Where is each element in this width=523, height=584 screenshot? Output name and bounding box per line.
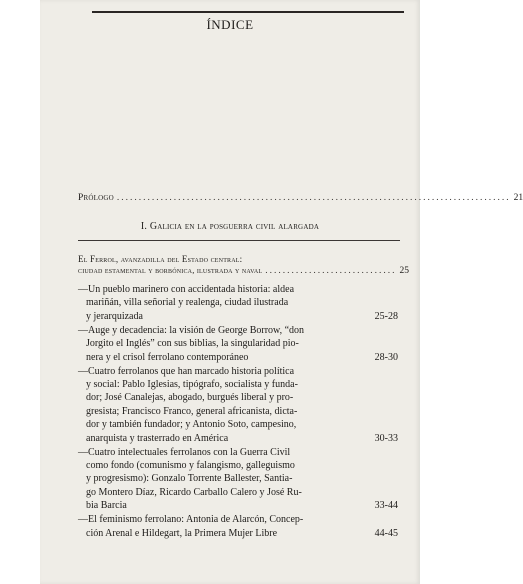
ferrol-entry-line-1: El Ferrol, avanzadilla del Estado central: xyxy=(78,254,243,264)
toc-entry-line: Jorgito el Inglés” con sus biblias, la singularidad pio- xyxy=(86,338,299,350)
toc-entry-line: y jerarquizada xyxy=(86,310,143,322)
prologo-page: 21 xyxy=(513,193,523,203)
ferrol-entry-line-2: ciudad estamental y borbónica, ilustrada y naval xyxy=(78,265,263,275)
toc-entry-page: 44-45 xyxy=(374,527,398,539)
toc-entry-line: —Un pueblo marinero con accidentada historia: aldea xyxy=(78,284,295,295)
toc-entry-prologo xyxy=(78,193,523,203)
toc-entry-line: dor; José Canalejas, abogado, burgués liberal y pro- xyxy=(86,392,294,404)
toc-entry-page: 33-44 xyxy=(374,500,398,512)
toc-entry-page: 30-33 xyxy=(374,432,398,444)
toc-entry-line: gresista; Francisco Franco, general africanista, dicta- xyxy=(86,405,298,417)
toc-entry-page: 28-30 xyxy=(374,351,398,363)
ferrol-page: 25 xyxy=(399,266,410,276)
toc-entry-line: bia Barcia xyxy=(86,500,127,512)
toc-entry-line: —Cuatro ferrolanos que han marcado historia política xyxy=(78,365,295,377)
leader-dots: .............................. xyxy=(265,266,397,276)
toc-entry-line: dor y también fundador; y Antonio Soto, campesino, xyxy=(86,419,297,431)
toc-entry-line: ción Arenal e Hildegart, la Primera Mujer Libre xyxy=(86,527,278,539)
section-divider xyxy=(78,240,400,241)
prologo-label: Prólogo xyxy=(78,193,114,203)
toc-entry-line: mariñán, villa señorial y realenga, ciudad ilustrada xyxy=(86,297,289,309)
toc-entry-line: —Auge y decadencia: la visión de George Borrow, “don xyxy=(78,324,305,336)
toc-entry-line: y progresismo): Gonzalo Torrente Ballester, Santia- xyxy=(86,473,293,485)
toc-entry-line: anarquista y trasterrado en América xyxy=(86,432,229,444)
index-title: ÍNDICE xyxy=(206,17,254,32)
toc-entry-ferrol xyxy=(78,265,410,276)
toc-entry-line: como fondo (comunismo y falangismo, galleguismo xyxy=(86,460,295,471)
leader-dots: .......................................................................................... xyxy=(116,193,511,203)
toc-entry-line: go Montero Díaz, Ricardo Carballo Calero y José Ru- xyxy=(86,486,302,498)
book-page xyxy=(40,0,523,584)
toc-entry-line: —Cuatro intelectuales ferrolanos con la Guerra Civil xyxy=(78,446,291,458)
toc-entry-line: nera y el crisol ferrolano contemporáneo xyxy=(86,351,249,363)
toc-entry-page: 25-28 xyxy=(374,310,398,322)
section-heading: I. Galicia en la posguerra civil alargada xyxy=(140,221,320,232)
header-rule xyxy=(92,11,404,13)
toc-entry-line: —El feminismo ferrolano: Antonia de Alarcón, Concep- xyxy=(78,514,304,526)
toc-entry-line: y social: Pablo Iglesias, tipógrafo, socialista y funda- xyxy=(86,379,298,390)
